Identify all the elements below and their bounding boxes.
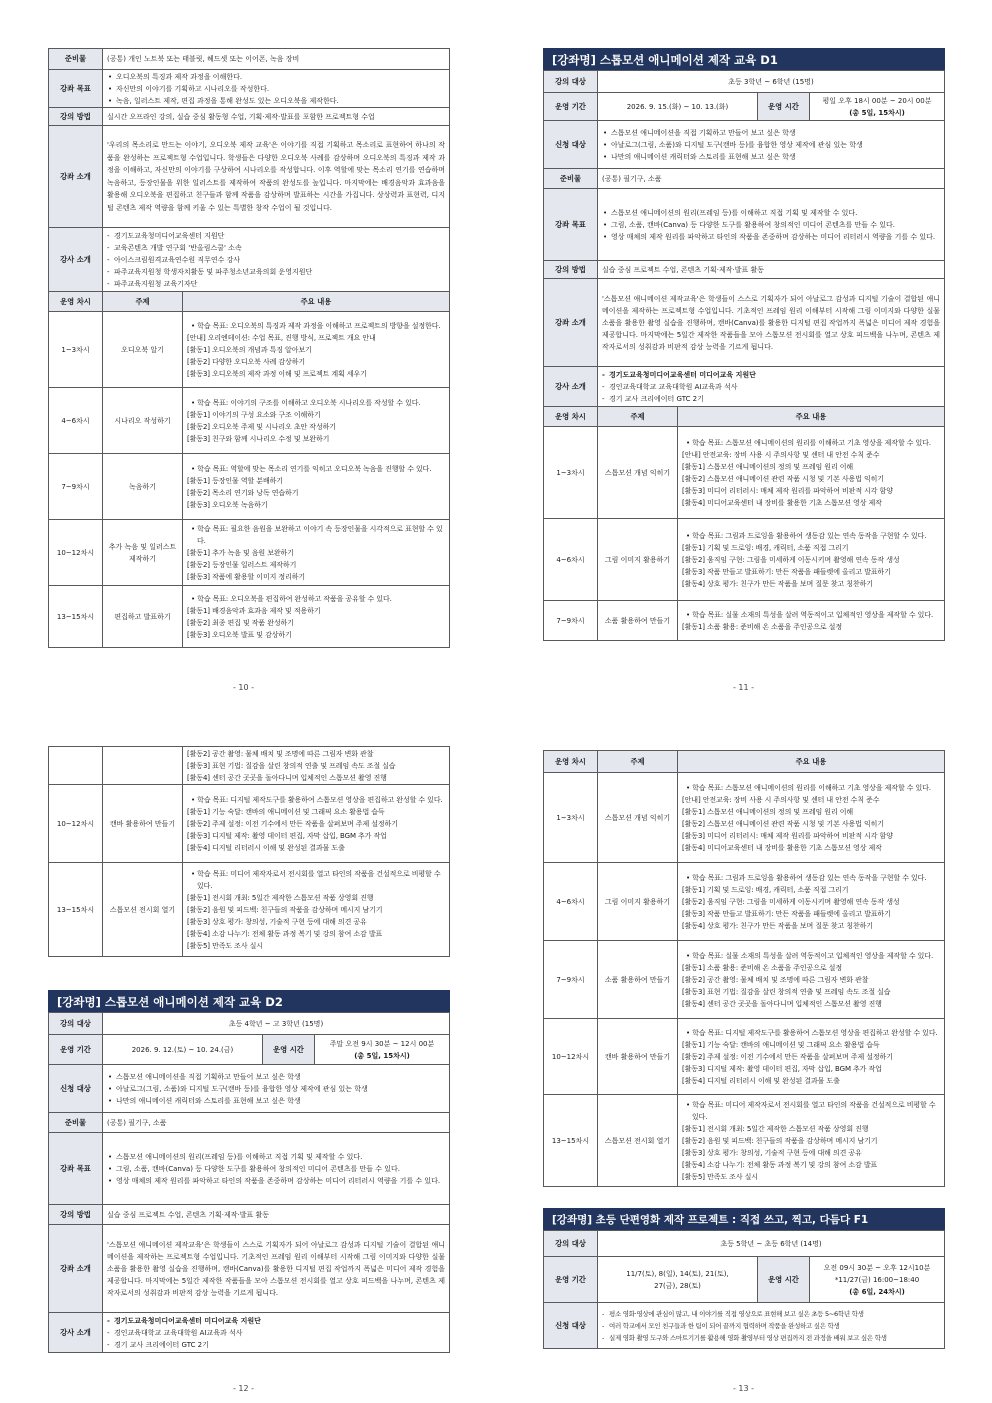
list-item: [활동2] 공간 촬영: 물체 배치 및 조명에 따른 그림자 변화 관찰 [682, 975, 869, 984]
apply-label: 신청 대상 [544, 121, 598, 169]
col-session: 운영 차시 [544, 407, 598, 427]
list-item: [활동3] 표현 기법: 질감을 살린 창의적 연출 및 프레임 속도 조절 실습 [187, 761, 396, 770]
list-item: • 학습 목표: 디지털 제작도구를 활용하여 스톱모션 영상을 편집하고 완성할 수 있다. [682, 1027, 940, 1039]
list-item: • 학습 목표: 그림과 드로잉을 활용하여 생동감 있는 연속 동작을 구현할 수 있다. [682, 530, 940, 542]
list-item: [활동2] 오디오북 주제 및 시나리오 초안 작성하기 [187, 422, 336, 431]
list-item: [활동1] 스톱모션 애니메이션의 정의 및 프레임 원리 이해 [682, 462, 854, 471]
topic-cell: 시나리오 작성하기 [103, 388, 183, 454]
lecturer-label: 강사 소개 [49, 228, 103, 292]
time-text: 오전 09시 30분 ~ 오후 12시10분 [823, 1263, 931, 1272]
lecturer-label: 강사 소개 [544, 367, 598, 407]
page-11-course [543, 48, 945, 654]
col-topic: 주제 [598, 751, 678, 773]
goal-label: 강좌 목표 [544, 189, 598, 261]
list-item: [활동3] 상호 평가: 창의성, 기술적 구현 등에 대해 의견 공유 [187, 917, 367, 926]
page-number: - 11 - [733, 683, 755, 692]
list-item: [활동5] 만족도 조사 실시 [187, 941, 263, 950]
topic-cell: 캔바 활용하여 만들기 [103, 785, 183, 863]
list-item: - 경기도교육청미디어교육센터 미디어교육 지원단 [107, 1315, 445, 1327]
list-item: • 학습 목표: 이야기의 구조를 이해하고 오디오북 시나리오를 작성할 수 있다. [187, 397, 445, 409]
method-label: 강의 방법 [49, 1205, 103, 1225]
list-item: [활동2] 음원 및 피드백: 친구들의 작품을 감상하며 메시지 남기기 [682, 1136, 878, 1145]
content-list [682, 1027, 940, 1087]
lecturer-label: 강사 소개 [49, 1313, 103, 1353]
course-title: [강좌명] 초등 단편영화 제작 프로젝트 : 직접 쓰고, 찍고, 다듬다 F1 [543, 1208, 945, 1230]
list-item: [활동4] 센터 공간 곳곳을 돌아다니며 입체적인 스톱모션 촬영 진행 [187, 773, 387, 782]
time-text: 평일 오후 18시 00분 ~ 20시 00분 [822, 96, 932, 105]
content-list [187, 523, 445, 583]
time-total: (총 6일, 24차시) [849, 1287, 905, 1296]
list-item: • 그림, 소품, 캔바(Canva) 등 다양한 도구를 활용하여 창의적인 미디어 콘텐츠를 만들 수 있다. [602, 219, 940, 231]
period-text: 2026. 9. 12.(토) ~ 10. 24.(금) [103, 1035, 263, 1065]
intro-label: 강좌 소개 [49, 126, 103, 228]
topic-cell: 편집하고 발표하기 [103, 586, 183, 648]
session-cell: 7~9차시 [49, 454, 103, 520]
topic-cell: 스톱모션 개념 익히기 [598, 427, 678, 519]
session-cell: 10~12차시 [544, 1019, 598, 1095]
list-item: [활동4] 소감 나누기: 전체 활동 과정 복기 및 강의 참여 소감 발표 [187, 929, 383, 938]
session-cell: 7~9차시 [544, 941, 598, 1019]
list-item: [활동4] 상호 평가: 친구가 만든 작품을 보며 질문 찾고 칭찬하기 [682, 921, 873, 930]
topic-cell: 그림 이미지 활용하기 [598, 863, 678, 941]
list-item: [활동2] 공간 촬영: 물체 배치 및 조명에 따른 그림자 변화 관찰 [187, 749, 374, 758]
topic-cell: 소품 활용하여 만들기 [598, 601, 678, 641]
period-text: 27(금), 28(토) [654, 1281, 701, 1290]
list-item: [활동3] 오디오북 발표 및 감상하기 [187, 630, 292, 639]
list-item: - 여러 학교에서 모인 친구들과 한 팀이 되어 끝까지 협력하며 작품을 완성하고 싶은 학생 [602, 1320, 940, 1332]
list-item: [활동3] 오디오북 녹음하기 [187, 500, 268, 509]
list-item: • 학습 목표: 스톱모션 애니메이션의 원리를 이해하고 기초 영상을 제작할 수 있다. [682, 437, 940, 449]
list-item: [안내] 안전교육: 장비 사용 시 주의사항 및 센터 내 안전 수칙 준수 [682, 795, 880, 804]
list-item: • 학습 목표: 스톱모션 애니메이션의 원리를 이해하고 기초 영상을 제작할 수 있다. [682, 782, 940, 794]
list-item: [활동2] 주제 설정: 이전 기수에서 만든 작품을 살펴보며 주제 설정하기 [187, 819, 398, 828]
topic-cell: 추가 녹음 및 일러스트 제작하기 [103, 520, 183, 586]
supplies-label: 준비물 [49, 1113, 103, 1133]
list-item: - 아이스크림원격교육연수원 직무연수 강사 [107, 254, 445, 266]
content-list [187, 868, 445, 952]
apply-label: 신청 대상 [544, 1303, 598, 1349]
period-text: 2026. 9. 15.(화) ~ 10. 13.(화) [598, 93, 758, 121]
content-list [187, 593, 445, 641]
page-12-course [48, 990, 450, 1360]
goal-label: 강좌 목표 [49, 1133, 103, 1205]
session-cell: 7~9차시 [544, 601, 598, 641]
session-cell: 13~15차시 [49, 586, 103, 648]
target-label: 강의 대상 [544, 71, 598, 93]
topic-cell: 녹음하기 [103, 454, 183, 520]
list-item: • 스톱모션 애니메이션을 직접 기획하고 만들어 보고 싶은 학생 [107, 1071, 445, 1083]
list-item: [활동1] 이야기의 구성 요소와 구조 이해하기 [187, 410, 321, 419]
course-title: [강좌명] 스톱모션 애니메이션 제작 교육 D2 [48, 990, 450, 1012]
list-item: [안내] 오리엔테이션: 수업 목표, 진행 방식, 프로젝트 개요 안내 [187, 333, 376, 342]
topic-cell: 소품 활용하여 만들기 [598, 941, 678, 1019]
time-text: 주말 오전 9시 30분 ~ 12시 00분 [329, 1039, 435, 1048]
content-list [187, 463, 445, 511]
list-item: [활동1] 스톱모션 애니메이션의 정의 및 프레임 원리 이해 [682, 807, 854, 816]
period-label: 운영 기간 [49, 1035, 103, 1065]
topic-cell: 스톱모션 전시회 열기 [103, 863, 183, 957]
time-text: *11/27(금) 16:00~18:40 [834, 1275, 920, 1284]
content-list [682, 437, 940, 509]
list-item: • 학습 목표: 미디어 제작자로서 전시회를 열고 타인의 작품을 건설적으로 비평할 수 있다. [682, 1099, 940, 1123]
list-item: - 경기 교사 크리에이터 GTC 2기 [107, 1339, 445, 1351]
list-item: [활동3] 오디오북의 제작 과정 이해 및 프로젝트 계획 세우기 [187, 369, 367, 378]
list-item: [활동1] 추가 녹음 및 음원 보완하기 [187, 548, 294, 557]
list-item: • 학습 목표: 역할에 맞는 목소리 연기를 익히고 오디오북 녹음을 진행할 수 있다. [187, 463, 445, 475]
list-item: [활동5] 만족도 조사 실시 [682, 1172, 758, 1181]
intro-text: '우리의 목소리로 만드는 이야기, 오디오북 제작 교육'은 이야기를 직접 기획하고 목소리로 표현하여 하나의 작품을 완성하는 프로젝트형 수업입니다. 학생들은 다양한 오디오북 사례를 감상하며 오디오북의 특징과 제작 과정을 이해하고, 자신만의 이야기를 구상하여 시나리오를 작성합니다. 이후 역할에 맞는 목소리 연기를 연습하며 녹음하고, 등장인물을 위한 일러스트를 제작하여 작품의 완성도를 높입니다. 마지막에는 배경음악과 효과음을 활용해 오디오북을 편집하고 친구들과 함께 작품을 감상하며 발표하는 시간을 가집니다. 상상력과 표현력, 디지털 콘텐츠 제작 역량을 함께 키울 수 있는 특별한 창작 수업이 될 것입니다. [103, 126, 450, 228]
list-item: [활동2] 목소리 연기와 낭독 연습하기 [187, 488, 299, 497]
list-item: [활동1] 기획 및 드로잉: 배경, 캐릭터, 소품 직접 그리기 [682, 885, 849, 894]
target-text: 초등 5학년 ~ 초등 6학년 (14명) [598, 1231, 945, 1257]
time-label: 운영 시간 [263, 1035, 315, 1065]
goal-label: 강좌 목표 [49, 70, 103, 108]
list-item: • 자신만의 이야기를 기획하고 시나리오를 작성한다. [107, 83, 445, 95]
list-item: [활동3] 디지털 제작: 촬영 데이터 편집, 자막 삽입, BGM 추가 작업 [682, 1064, 882, 1073]
list-item: • 나만의 애니메이션 캐릭터와 스토리를 표현해 보고 싶은 학생 [602, 151, 940, 163]
list-item: [활동4] 센터 공간 곳곳을 돌아다니며 입체적인 스톱모션 촬영 진행 [682, 999, 882, 1008]
intro-text: '스톱모션 애니메이션 제작교육'은 학생들이 스스로 기획자가 되어 아날로그 감성과 디지털 기술이 결합된 애니메이션을 제작하는 프로젝트형 수업입니다. 기초적인 프레임 원리 이해부터 시작해 그림 이미지와 다양한 실물 소품을 활용한 촬영 실습을 진행하며, 캔바(Canva)를 활용한 디지털 편집 작업까지 폭넓은 미디어 제작 경험을 제공합니다. 마지막에는 5일간 제작한 작품들을 모아 스톱모션 전시회를 열고 상호 피드백을 나누며, 콘텐츠 제작자로서의 성취감과 비판적 감상 능력을 기르게 됩니다. [103, 1225, 450, 1313]
content-list [187, 748, 445, 784]
list-item: - 경기 교사 크리에이터 GTC 2기 [602, 393, 940, 405]
list-item: [활동4] 미디어교육센터 내 장비를 활용한 기초 스톱모션 영상 제작 [682, 498, 882, 507]
list-item: [활동1] 등장인물 역할 분배하기 [187, 476, 283, 485]
list-item: [활동4] 소감 나누기: 전체 활동 과정 복기 및 강의 참여 소감 발표 [682, 1160, 878, 1169]
col-topic: 주제 [598, 407, 678, 427]
list-item: [활동3] 상호 평가: 창의성, 기술적 구현 등에 대해 의견 공유 [682, 1148, 862, 1157]
content-list [187, 320, 445, 380]
supplies-label: 준비물 [544, 169, 598, 189]
list-item: [활동4] 미디어교육센터 내 장비를 활용한 기초 스톱모션 영상 제작 [682, 843, 882, 852]
time-total: (총 5일, 15차시) [849, 108, 905, 117]
list-item: - 경기도교육청미디어교육센터 지원단 [107, 230, 445, 242]
list-item: • 학습 목표: 실물 소재의 특성을 살려 역동적이고 입체적인 영상을 제작할 수 있다. [682, 609, 940, 621]
lecturer-list [107, 230, 445, 290]
list-item: [활동2] 스톱모션 애니메이션 관련 작품 시청 및 기본 사용법 익히기 [682, 819, 884, 828]
content-list [682, 950, 940, 1010]
apply-list [602, 1308, 940, 1344]
list-item: [활동2] 음원 및 피드백: 친구들의 작품을 감상하며 메시지 남기기 [187, 905, 383, 914]
list-item: [활동1] 기획 및 드로잉: 배경, 캐릭터, 소품 직접 그리기 [682, 543, 849, 552]
list-item: - 파주교육지원청 학생자치활동 및 파주청소년교육의회 운영지원단 [107, 266, 445, 278]
list-item: • 아날로그(그림, 소품)와 디지털 도구(캔바 등)를 융합한 영상 제작에 관심 있는 학생 [107, 1083, 445, 1095]
goal-list [107, 1151, 445, 1187]
content-list [187, 397, 445, 445]
session-cell: 4~6차시 [544, 863, 598, 941]
list-item: • 학습 목표: 그림과 드로잉을 활용하여 생동감 있는 연속 동작을 구현할 수 있다. [682, 872, 940, 884]
session-cell: 1~3차시 [544, 773, 598, 863]
method-label: 강의 방법 [49, 108, 103, 126]
list-item: • 영상 매체의 제작 원리를 파악하고 타인의 작품을 존중하며 감상하는 미디어 리터러시 역량을 기를 수 있다. [107, 1175, 445, 1187]
list-item: [활동4] 디지털 리터러시 이해 및 완성된 결과물 도출 [187, 843, 345, 852]
session-cell: 13~15차시 [544, 1095, 598, 1187]
topic-cell: 오디오북 알기 [103, 312, 183, 388]
col-content: 주요 내용 [678, 751, 945, 773]
apply-list [602, 127, 940, 163]
supplies-text: (공통) 필기구, 소품 [598, 169, 945, 189]
time-label: 운영 시간 [758, 1257, 810, 1303]
list-item: - 경인교육대학교 교육대학원 AI교육과 석사 [107, 1327, 445, 1339]
list-item: [활동1] 소품 활용: 준비해 온 소품을 주인공으로 설정 [682, 963, 842, 972]
list-item: • 영상 매체의 제작 원리를 파악하고 타인의 작품을 존중하며 감상하는 미디어 리터러시 역량을 기를 수 있다. [602, 231, 940, 243]
col-topic: 주제 [103, 292, 183, 312]
page-10-table [48, 48, 450, 652]
method-text: 실습 중심 프로젝트 수업, 콘텐츠 기획·제작·발표 활동 [598, 261, 945, 279]
list-item: • 그림, 소품, 캔바(Canva) 등 다양한 도구를 활용하여 창의적인 미디어 콘텐츠를 만들 수 있다. [107, 1163, 445, 1175]
lecturer-list [602, 369, 940, 405]
list-item: • 나만의 애니메이션 캐릭터와 스토리를 표현해 보고 싶은 학생 [107, 1095, 445, 1107]
content-list [682, 530, 940, 590]
list-item: [활동2] 스톱모션 애니메이션 관련 작품 시청 및 기본 사용법 익히기 [682, 474, 884, 483]
list-item: • 스톱모션 애니메이션을 직접 기획하고 만들어 보고 싶은 학생 [602, 127, 940, 139]
intro-label: 강좌 소개 [544, 279, 598, 367]
list-item: • 스톱모션 애니메이션의 원리(프레임 등)를 이해하고 직접 기획 및 제작할 수 있다. [107, 1151, 445, 1163]
session-cell: 1~3차시 [544, 427, 598, 519]
list-item: [활동3] 친구와 함께 시나리오 수정 및 보완하기 [187, 434, 330, 443]
time-label: 운영 시간 [758, 93, 810, 121]
content-list [187, 794, 445, 854]
list-item: [활동3] 작품 만들고 발표하기: 만든 작품을 패들렛에 올리고 발표하기 [682, 567, 891, 576]
supplies-label: 준비물 [49, 49, 103, 70]
list-item: [활동3] 작품 만들고 발표하기: 만든 작품을 패들렛에 올리고 발표하기 [682, 909, 891, 918]
list-item: [활동4] 상호 평가: 친구가 만든 작품을 보며 질문 찾고 칭찬하기 [682, 579, 873, 588]
list-item: • 아날로그(그림, 소품)와 디지털 도구(캔바 등)를 융합한 영상 제작에 관심 있는 학생 [602, 139, 940, 151]
session-cell: 4~6차시 [544, 519, 598, 601]
list-item: • 학습 목표: 필요한 음원을 보완하고 이야기 속 등장인물을 시각적으로 표현할 수 있다. [187, 523, 445, 547]
page-13-schedule [543, 750, 945, 1192]
session-cell: 4~6차시 [49, 388, 103, 454]
list-item: [활동1] 기능 숙달: 캔바의 애니메이션 및 그래픽 요소 활용법 습득 [682, 1040, 880, 1049]
course-title: [강좌명] 스톱모션 애니메이션 제작 교육 D1 [543, 48, 945, 70]
topic-cell: 스톱모션 개념 익히기 [598, 773, 678, 863]
method-label: 강의 방법 [544, 261, 598, 279]
list-item: [활동4] 디지털 리터러시 이해 및 완성된 결과물 도출 [682, 1076, 840, 1085]
target-text: 초등 4학년 ~ 고 3학년 (15명) [103, 1013, 450, 1035]
list-item: - 평소 영화·영상에 관심이 많고, 내 이야기를 직접 영상으로 표현해 보고 싶은 초등 5~6학년 학생 [602, 1308, 940, 1320]
list-item: • 학습 목표: 실물 소재의 특성을 살려 역동적이고 입체적인 영상을 제작할 수 있다. [682, 950, 940, 962]
list-item: [활동3] 미디어 리터러시: 매체 제작 원리를 파악하여 비판적 시각 함양 [682, 486, 893, 495]
page-number: - 13 - [733, 1384, 755, 1393]
apply-list [107, 1071, 445, 1107]
list-item: [활동2] 다양한 오디오북 사례 감상하기 [187, 357, 306, 366]
time-total: (총 5일, 15차시) [354, 1051, 410, 1060]
list-item: [활동1] 전시회 개최: 5일간 제작한 스톱모션 작품 상영회 진행 [682, 1124, 869, 1133]
col-content: 주요 내용 [183, 292, 450, 312]
list-item: [활동3] 디지털 제작: 촬영 데이터 편집, 자막 삽입, BGM 추가 작업 [187, 831, 387, 840]
list-item: - 교육콘텐츠 개발 연구회 '반올림스쿨' 소속 [107, 242, 445, 254]
content-list [682, 1099, 940, 1183]
list-item: • 오디오북의 특징과 제작 과정을 이해한다. [107, 71, 445, 83]
list-item: [활동1] 배경음악과 효과음 제작 및 적용하기 [187, 606, 321, 615]
list-item: [활동2] 움직임 구현: 그림을 미세하게 이동시키며 촬영해 연속 동작 생성 [682, 897, 900, 906]
list-item: • 학습 목표: 오디오북을 편집하여 완성하고 작품을 공유할 수 있다. [187, 593, 445, 605]
topic-cell: 그림 이미지 활용하기 [598, 519, 678, 601]
session-cell: 13~15차시 [49, 863, 103, 957]
lecturer-list [107, 1315, 445, 1351]
list-item: [활동2] 등장인물 일러스트 제작하기 [187, 560, 297, 569]
target-label: 강의 대상 [544, 1231, 598, 1257]
session-cell: 10~12차시 [49, 785, 103, 863]
goal-list [107, 71, 445, 107]
list-item: [활동3] 미디어 리터러시: 매체 제작 원리를 파악하여 비판적 시각 함양 [682, 831, 893, 840]
period-label: 운영 기간 [544, 1257, 598, 1303]
list-item: - 실제 영화 촬영 도구와 스마트기기를 활용해 영화 촬영부터 영상 편집까지 전 과정을 배워 보고 싶은 학생 [602, 1332, 940, 1344]
intro-text: '스톱모션 애니메이션 제작교육'은 학생들이 스스로 기획자가 되어 아날로그 감성과 디지털 기술이 결합된 애니메이션을 제작하는 프로젝트형 수업입니다. 기초적인 프레임 원리 이해부터 시작해 그림 이미지와 다양한 실물 소품을 활용한 촬영 실습을 진행하며, 캔바(Canva)를 활용한 디지털 편집 작업까지 폭넓은 미디어 제작 경험을 제공합니다. 마지막에는 5일간 제작한 작품들을 모아 스톱모션 전시회를 열고 상호 피드백을 나누며, 콘텐츠 제작자로서의 성취감과 비판적 감상 능력을 기르게 됩니다. [598, 279, 945, 367]
target-label: 강의 대상 [49, 1013, 103, 1035]
content-list [682, 609, 940, 633]
list-item: • 학습 목표: 오디오북의 특징과 제작 과정을 이해하고 프로젝트의 방향을 설정한다. [187, 320, 445, 332]
list-item: [활동3] 작품에 활용할 이미지 정리하기 [187, 572, 306, 581]
list-item: [활동3] 표현 기법: 질감을 살린 창의적 연출 및 프레임 속도 조절 실습 [682, 987, 891, 996]
topic-cell: 캔바 활용하여 만들기 [598, 1019, 678, 1095]
list-item: [안내] 안전교육: 장비 사용 시 주의사항 및 센터 내 안전 수칙 준수 [682, 450, 880, 459]
period-text: 11/7(토), 8(일), 14(토), 21(토), [626, 1269, 729, 1278]
list-item: - 파주교육지원청 교육기자단 [107, 278, 445, 290]
target-text: 초등 3학년 ~ 6학년 (15명) [598, 71, 945, 93]
list-item: [활동1] 전시회 개최: 5일간 제작한 스톱모션 작품 상영회 진행 [187, 893, 374, 902]
goal-list [602, 207, 940, 243]
list-item: • 학습 목표: 디지털 제작도구를 활용하여 스톱모션 영상을 편집하고 완성할 수 있다. [187, 794, 445, 806]
session-cell: 1~3차시 [49, 312, 103, 388]
intro-label: 강좌 소개 [49, 1225, 103, 1313]
topic-cell: 스톱모션 전시회 열기 [598, 1095, 678, 1187]
method-text: 실시간 오프라인 강의, 실습 중심 활동형 수업, 기획·제작·발표를 포함한 프로젝트형 수업 [103, 108, 450, 126]
page-number: - 10 - [233, 683, 255, 692]
list-item: [활동1] 기능 숙달: 캔바의 애니메이션 및 그래픽 요소 활용법 습득 [187, 807, 385, 816]
page-number: - 12 - [233, 1384, 255, 1393]
supplies-text: (공통) 개인 노트북 또는 태블릿, 헤드셋 또는 이어폰, 녹음 장비 [103, 49, 450, 70]
content-list [682, 782, 940, 854]
list-item: [활동2] 움직임 구현: 그림을 미세하게 이동시키며 촬영해 연속 동작 생성 [682, 555, 900, 564]
list-item: • 녹음, 일러스트 제작, 편집 과정을 통해 완성도 있는 오디오북을 제작한다. [107, 95, 445, 107]
list-item: [활동1] 소품 활용: 준비해 온 소품을 주인공으로 설정 [682, 622, 842, 631]
period-label: 운영 기간 [544, 93, 598, 121]
list-item: [활동2] 주제 설정: 이전 기수에서 만든 작품을 살펴보며 주제 설정하기 [682, 1052, 893, 1061]
list-item: [활동1] 오디오북의 개념과 특징 알아보기 [187, 345, 312, 354]
method-text: 실습 중심 프로젝트 수업, 콘텐츠 기획·제작·발표 활동 [103, 1205, 450, 1225]
session-cell: 10~12차시 [49, 520, 103, 586]
list-item: [활동2] 최종 편집 및 작품 완성하기 [187, 618, 294, 627]
list-item: - 경기도교육청미디어교육센터 미디어교육 지원단 [602, 369, 940, 381]
col-content: 주요 내용 [678, 407, 945, 427]
col-session: 운영 차시 [544, 751, 598, 773]
content-list [682, 872, 940, 932]
page-12-continued-table [48, 746, 450, 958]
list-item: • 학습 목표: 미디어 제작자로서 전시회를 열고 타인의 작품을 건설적으로 비평할 수 있다. [187, 868, 445, 892]
apply-label: 신청 대상 [49, 1065, 103, 1113]
list-item: • 스톱모션 애니메이션의 원리(프레임 등)를 이해하고 직접 기획 및 제작할 수 있다. [602, 207, 940, 219]
col-session: 운영 차시 [49, 292, 103, 312]
list-item: - 경인교육대학교 교육대학원 AI교육과 석사 [602, 381, 940, 393]
supplies-text: (공통) 필기구, 소품 [103, 1113, 450, 1133]
page-13-course [543, 1208, 945, 1360]
